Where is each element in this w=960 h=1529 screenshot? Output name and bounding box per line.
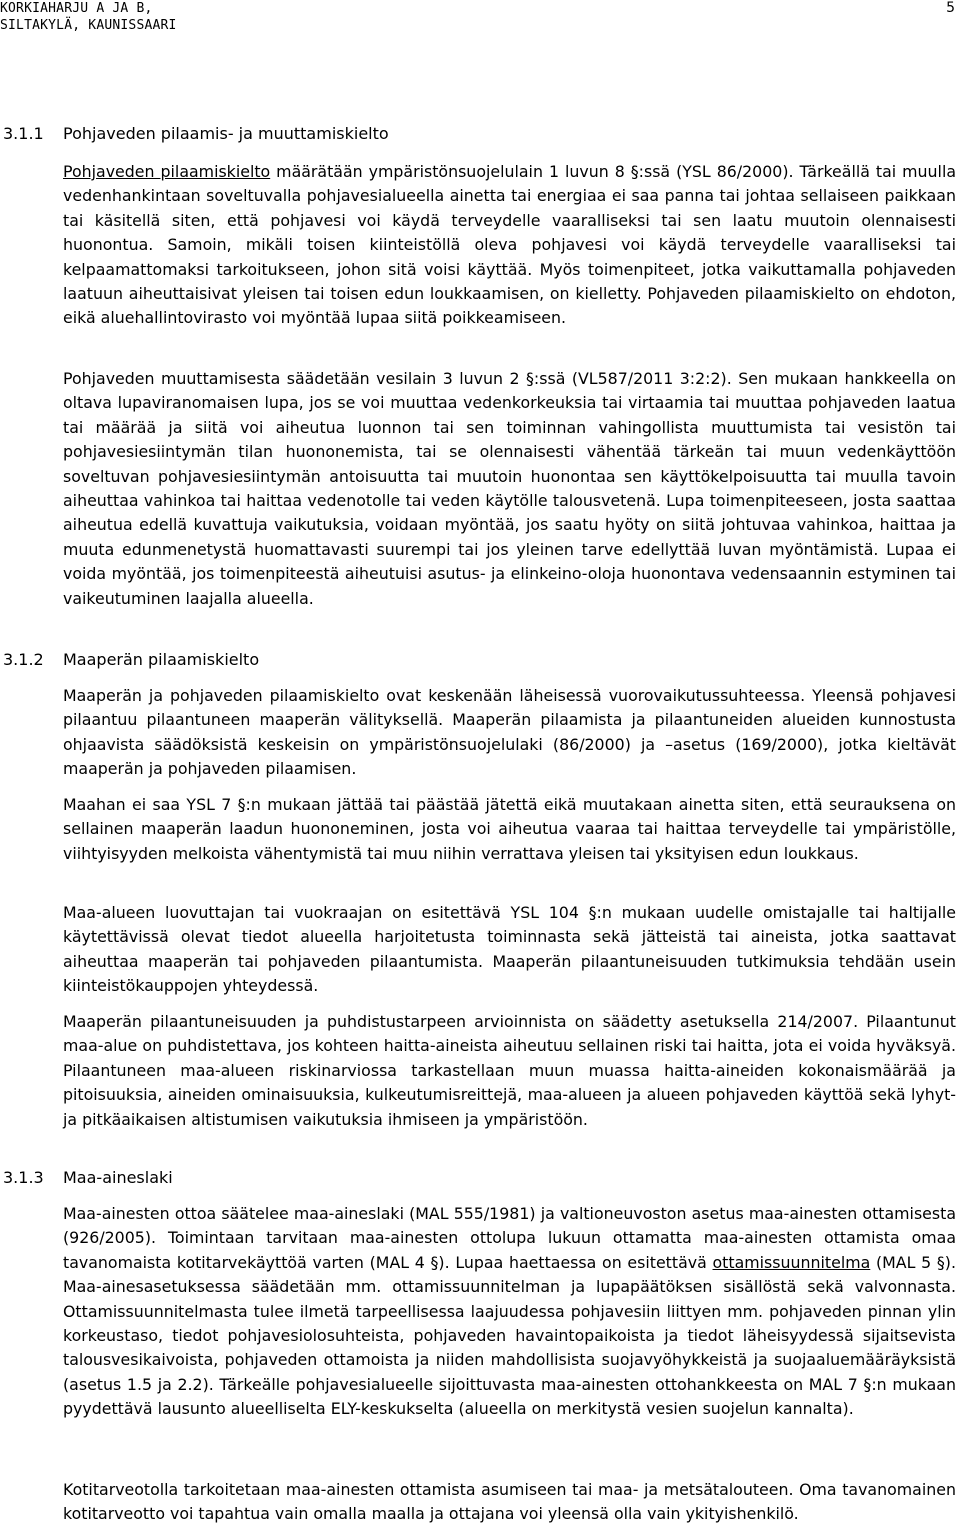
header-line-1: KORKIAHARJU A JA B, <box>0 1 153 16</box>
paragraph-3-1-1-a <box>63 160 956 331</box>
paragraph-3-1-3-a <box>63 1202 956 1422</box>
paragraph-text: Maa-ainesten ottoa säätelee maa-aineslaki (MAL 555/1981) ja valtioneuvoston asetus maa-ainesten ottamisesta (926/2005). Toimintaan tarvitaan maa-ainesten ottolupa lukuun ottamatta maa-ainesten ottamista omaa tavanomaista kotitarvekäyttöä varten (MAL 4 §). Lupaa haettaessa on esitettävä <box>63 1204 956 1272</box>
section-number: 3.1.3 <box>3 1168 44 1187</box>
paragraph-3-1-2-a: Maaperän ja pohjaveden pilaamiskielto ovat keskenään läheisessä vuorovaikutussuhteessa. Yleensä pohjavesi pilaantuu pilaantuneen maaperän välityksellä. Maaperän pilaamista ja pilaantuneiden alueiden kunnostusta ohjaavista säädöksistä keskeisin on ympäristönsuojelulaki (86/2000) ja –asetus (169/2000), jotka kieltävät maaperän ja pohjaveden pilaamisen. <box>63 686 956 779</box>
paragraph-3-1-3-b: Kotitarveotolla tarkoitetaan maa-ainesten ottamista asumiseen tai maa- ja metsätalouteen. Oma tavanomainen kotitarveotto voi tapahtua vain omalla maalla ja ottajana voi yleensä olla vain ykityishenkilö. <box>63 1480 956 1524</box>
paragraph-3-1-1-b: Pohjaveden muuttamisesta säädetään vesilain 3 luvun 2 §:ssä (VL587/2011 3:2:2). Sen mukaan hankkeella on oltava lupaviranomaisen lupa, jos se voi muuttaa vedenkorkeuksia tai virtaamia tai muuttaa pohjaveden laatua tai määrää ja siitä voi aiheutua luonnon tai sen toiminnan vahingollista muuttumista tai vesistön tai pohjavesiesiintymän tilan huononemista, tai se olennaisesti vähentää tärkeän tai muun vedenkäyttöön soveltuvan pohjavesiesiintymän antoisuutta tai muutoin huonontaa sen käyttökelpoisuutta tai muulla tavoin aiheuttaa vahinkoa tai haittaa vedenotolle tai veden käytölle talousvetenä. Lupa toimenpiteeseen, josta saattaa aiheutua edellä kuvattuja vaikutuksia, voidaan myöntää, jos saatu hyöty on siitä johtuvaa vahinkoa, haittaa ja muuta edunmenetystä huomattavasti suurempi tai jos yleinen tarve edellyttää luvan myöntämistä. Lupaa ei voida myöntää, jos toimenpiteestä aiheutuisi asutus- ja elinkeino-oloja huonontava vedensaannin estyminen tai vaikeutuminen laajalla alueella. <box>63 369 956 608</box>
page-number: 5 <box>946 0 955 16</box>
paragraph-3-1-2-c: Maa-alueen luovuttajan tai vuokraajan on esitettävä YSL 104 §:n mukaan uudelle omistajalle tai haltijalle käytettävissä olevat tiedot alueella harjoitetusta toiminnasta sekä jätteistä tai aineista, jotka saattavat aiheuttaa maaperän tai pohjaveden pilaantumista. Maaperän pilaantuneisuuden tutkimuksia tehdään usein kiinteistökauppojen yhteydessä. <box>63 903 956 996</box>
document-header <box>0 0 177 34</box>
term-pohjaveden-pilaamiskielto: Pohjaveden pilaamiskielto <box>63 162 271 181</box>
section-title: Maaperän pilaamiskielto <box>63 650 260 669</box>
section-number: 3.1.1 <box>3 124 44 143</box>
term-ottamissuunnitelma: ottamissuunnitelma <box>712 1252 871 1272</box>
section-heading-3-1-2 <box>3 648 259 672</box>
section-number: 3.1.2 <box>3 650 44 669</box>
paragraph-text: määrätään ympäristönsuojelulain 1 luvun 8 §:ssä (YSL 86/2000). Tärkeällä tai muulla vedenhankintaan soveltuvalla pohjavesialueella ainetta tai energiaa ei saa panna tai johtaa sellaiseen paikkaan tai käsitellä siten, että pohjavesi voi käydä terveydelle vaaralliseksi tai sen laatu muutoin olennaisesti huonontua. Samoin, mikäli toisen kiinteistöllä oleva pohjavesi voi käydä terveydelle vaaralliseksi tai kelpaamattomaksi tarkoitukseen, johon sitä voisi käyttää. Myös toimenpiteet, jotka vaikuttamalla pohjaveden laatuun aiheuttaisivat yleisen tai toisen edun loukkaamisen, on kielletty. Pohjaveden pilaamiskielto on ehdoton, eikä aluehallintovirasto voi myöntää lupaa siitä poikkeamiseen. <box>63 162 957 328</box>
header-line-2: SILTAKYLÄ, KAUNISSAARI <box>0 18 177 33</box>
section-heading-3-1-3 <box>3 1166 173 1190</box>
section-title: Pohjaveden pilaamis- ja muuttamiskielto <box>63 124 389 143</box>
paragraph-3-1-2-d: Maaperän pilaantuneisuuden ja puhdistustarpeen arvioinnista on säädetty asetuksella 214/2007. Pilaantunut maa-alue on puhdistettava, jos kohteen haitta-aineista aiheutuu sellainen riski tai haitta, jota ei voida hyväksyä. Pilaantuneen maa-alueen riskinarviossa tarkastellaan muun muassa haitta-aineiden kokonaismäärää ja pitoisuuksia, aineiden ominaisuuksia, kulkeutumisreittejä, maa-alueen ja alueen pohjaveden käyttöä sekä lyhyt- ja pitkäaikaisen altistumisen vaikutuksia ihmiseen ja ympäristöön. <box>63 1012 956 1129</box>
section-heading-3-1-1 <box>3 122 389 146</box>
paragraph-text: (MAL 5 §). Maa-ainesasetuksessa säädetään mm. ottamissuunnitelman ja lupapäätöksen sisällöstä sekä valvonnasta. Ottamissuunnitelmasta tulee ilmetä tarpeellisessa laajuudessa pohjavesiin liittyen mm. pohjaveden pinnan ylin korkeustaso, tiedot pohjavesiolosuhteista, pohjaveden havaintopaikoista ja tiedot läheisyydessä sijaitsevista talousvesikaivoista, pohjaveden ottamoista ja niiden mahdollisista suojavyöhykkeistä ja suojaaluemääräyksistä (asetus 1.5 ja 2.2). Tärkeälle pohjavesialueelle sijoittuvasta maa-ainesten ottohankkeesta on MAL 7 §:n mukaan pyydettävä lausunto alueelliselta ELY-keskukselta (alueella on merkitystä vesien suojelun kannalta). <box>63 1252 956 1419</box>
section-title: Maa-aineslaki <box>63 1168 173 1187</box>
paragraph-3-1-2-b: Maahan ei saa YSL 7 §:n mukaan jättää tai päästää jätettä eikä muutakaan ainetta siten, että seurauksena on sellainen maaperän laadun huononeminen, josta voi aiheutua vaaraa tai haittaa terveydelle tai ympäristölle, viihtyisyyden melkoista vähentymistä tai muu niihin verrattava yleisen tai yksityisen edun loukkaus. <box>63 795 956 863</box>
